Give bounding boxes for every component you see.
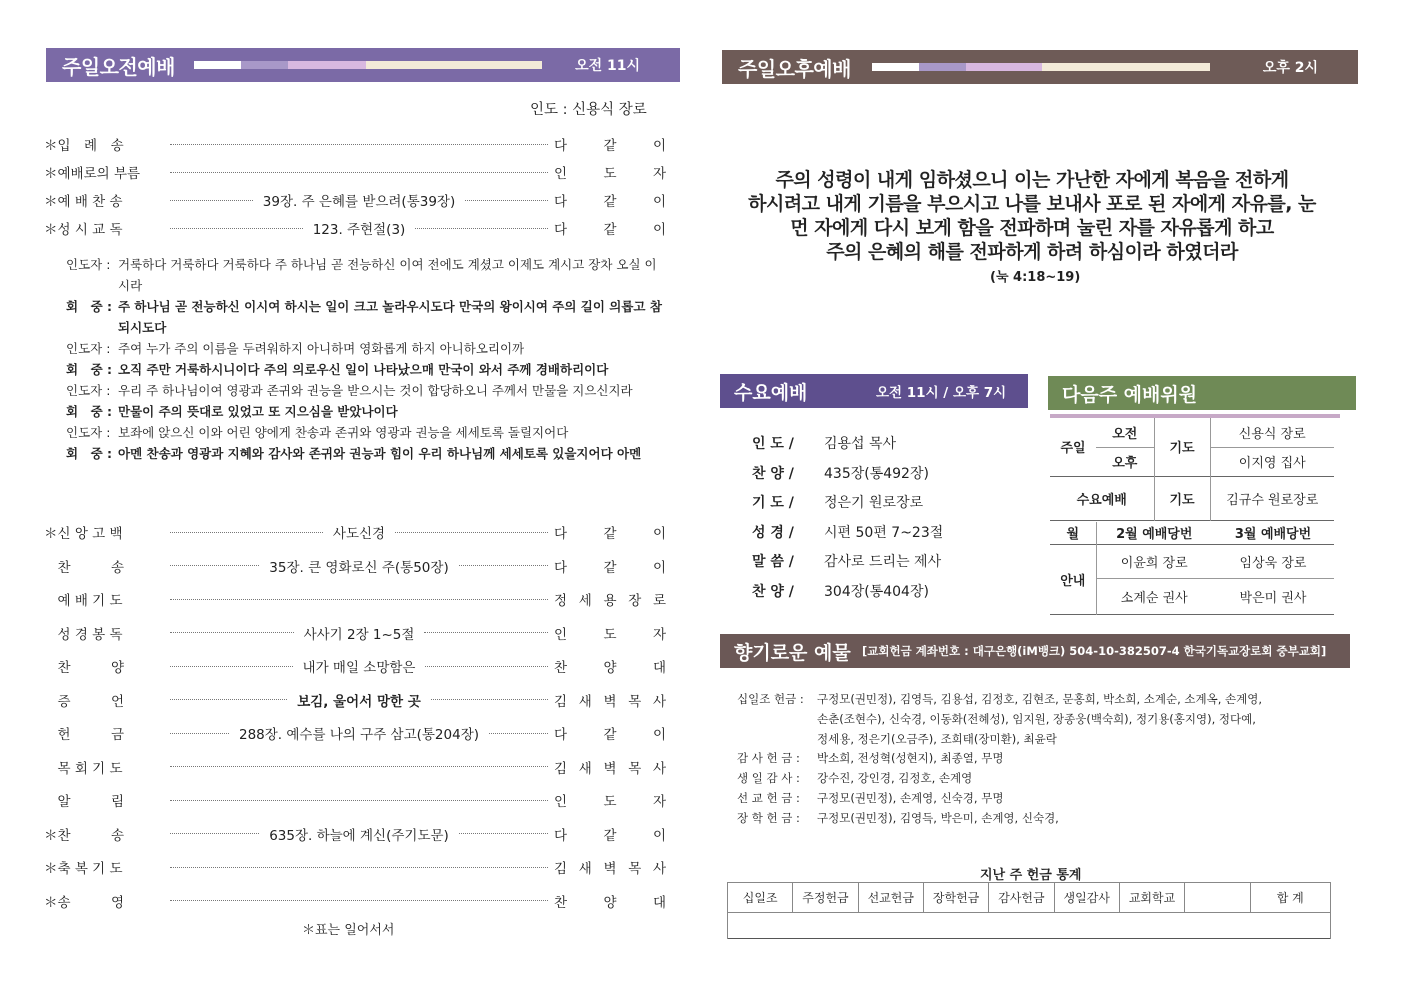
responsive-speaker: 인도자 : — [66, 341, 111, 356]
order-item-detail: 39장. 주 은혜를 받으려(통39장) — [262, 194, 456, 210]
leader-char: 사 — [652, 760, 666, 777]
order-item-name: 성 경 봉 독 — [44, 626, 123, 643]
order-item-leader — [554, 757, 666, 777]
leader-char: 사 — [652, 861, 666, 877]
responsive-text: 오직 주만 거룩하시니이다 주의 의로우신 일이 나타났으매 만국이 와서 주께 경배하리이다 — [118, 362, 609, 377]
order-item-leader — [554, 623, 666, 643]
leader-dots — [170, 565, 259, 566]
leader-dots — [431, 699, 548, 700]
feb-guide-1: 이윤희 장로 — [1096, 544, 1212, 578]
responsive-text: 만물이 주의 뜻대로 있었고 또 지으심을 받았나이다 — [118, 404, 398, 419]
order-item-name: 찬 양 — [44, 660, 125, 676]
order-item-name: ＊송 영 — [44, 894, 125, 911]
order-item-name: 목 회 기 도 — [44, 760, 123, 777]
leader-dots — [170, 532, 323, 533]
next-week-header — [1048, 376, 1356, 410]
leader-char: 벽 — [603, 861, 617, 877]
order-item — [44, 757, 666, 777]
stats-header-cell: 십일조 — [728, 883, 793, 913]
am-service-time: 오전 11시 — [575, 58, 640, 74]
leader-char: 이 — [652, 827, 666, 844]
wednesday-row-label: 기 도 / — [752, 495, 794, 511]
offering-line-names: 정세용, 정은기(오금주), 조희태(장미환), 최윤락 — [817, 731, 1057, 746]
offering-line-label: 장 학 헌 금 : — [737, 810, 800, 825]
verse-line: 주의 은혜의 해를 전파하게 하려 하심이라 하였더라 — [826, 241, 1238, 263]
leader-char: 벽 — [603, 760, 617, 777]
scripture-verse — [732, 168, 1332, 264]
leader-char: 사 — [652, 693, 666, 710]
leader-char: 새 — [578, 760, 592, 777]
offering-line-label: 감 사 헌 금 : — [737, 751, 800, 766]
offering-line-names: 박소희, 전성혁(성현지), 최종열, 무명 — [817, 751, 1004, 766]
leader-dots — [170, 833, 259, 834]
leader-dots — [170, 228, 303, 229]
leader-dots — [170, 200, 253, 201]
order-item-name: ＊축 복 기 도 — [44, 861, 123, 877]
offering-title: 향기로운 예물 — [734, 641, 851, 664]
offering-line-label — [737, 731, 817, 747]
leader-dots — [170, 632, 294, 633]
order-item-leader — [554, 656, 666, 676]
wed-prayer-name: 김규수 원로장로 — [1226, 492, 1319, 508]
offering-line-label: 선 교 헌 금 : — [737, 791, 800, 805]
wednesday-row-label: 인 도 / — [752, 436, 794, 452]
verse-reference: (눅 4:18~19) — [990, 270, 1081, 285]
leader-dots — [170, 766, 548, 767]
order-item-leader — [554, 162, 666, 182]
wed-prayer-label: 기도 — [1154, 476, 1210, 520]
leader-dots — [415, 228, 548, 229]
leader-char: 찬 — [554, 894, 568, 911]
wednesday-row-label: 찬 양 / — [752, 465, 794, 482]
next-week-title: 다음주 예배위원 — [1062, 383, 1198, 406]
offering-line-names: 구정모(권민정), 손계영, 신숙경, 무명 — [817, 791, 1004, 805]
leader-char: 양 — [603, 660, 617, 676]
am-service-title: 주일오전예배 — [62, 54, 175, 79]
wednesday-row — [752, 581, 929, 601]
stats-title: 지난 주 헌금 통계 — [980, 868, 1082, 883]
leader-char: 새 — [578, 693, 592, 710]
order-item — [44, 891, 666, 911]
stats-value-row — [728, 913, 1331, 939]
leader-char: 이 — [652, 727, 666, 743]
order-item-name: 알 림 — [44, 794, 125, 810]
leader-char: 다 — [554, 194, 568, 210]
am-service-header — [46, 48, 680, 82]
leader-char: 이 — [652, 194, 666, 210]
stats-header-cell: 감사헌금 — [989, 883, 1054, 913]
leader-char: 대 — [652, 660, 666, 676]
leader-char: 같 — [603, 138, 617, 154]
order-item — [44, 723, 666, 743]
offering-line-label: 십일조 헌금 : — [737, 692, 804, 706]
order-item — [44, 857, 666, 877]
leader-dots — [424, 632, 548, 633]
order-item-name: ＊찬 송 — [44, 827, 125, 844]
responsive-text: 보좌에 앉으신 이와 어린 양에게 찬송과 존귀와 영광과 권능을 세세토록 돌릴지어다 — [118, 425, 569, 440]
order-item — [44, 790, 666, 810]
leader-dots — [170, 666, 293, 667]
wednesday-row — [752, 522, 943, 542]
order-item — [44, 656, 666, 676]
order-item-name: ＊입 례 송 — [44, 138, 124, 154]
leader-char: 자 — [652, 794, 666, 810]
responsive-text: 우리 주 하나님이여 영광과 존귀와 권능을 받으시는 것이 합당하오니 주께서 만물을 지으신지라 — [118, 383, 633, 398]
leader-char: 자 — [652, 166, 666, 182]
wednesday-label: 수요예배 — [1076, 492, 1127, 508]
responsive-line — [66, 401, 666, 422]
order-item-detail: 사도신경 — [332, 526, 386, 542]
leader-char: 다 — [554, 222, 568, 238]
leader-char: 김 — [554, 693, 568, 710]
order-item-detail: 35장. 큰 영화로신 주(통50장) — [269, 559, 449, 576]
leader-char: 김 — [554, 861, 568, 877]
wednesday-row-value: 감사로 드리는 제사 — [824, 554, 942, 570]
leader-char: 이 — [652, 138, 666, 154]
leader-char: 양 — [603, 894, 617, 911]
leader-char: 인 — [554, 794, 568, 810]
offering-line-names: 강수진, 강인경, 김정호, 손계영 — [817, 771, 973, 786]
am-leader: 인도 : 신용식 장로 — [530, 102, 647, 118]
offering-line — [737, 711, 1256, 727]
responsive-speaker: 회 중 : — [66, 299, 113, 314]
offering-line — [737, 810, 1059, 826]
offering-header — [720, 634, 1350, 668]
leader-char: 다 — [554, 559, 568, 576]
wednesday-row-value: 304장(통404장) — [824, 583, 929, 600]
offering-line-names: 구정모(권민정), 김영득, 김용섭, 김정호, 김현조, 문홍희, 박소희, 소계순, 소계옥, 손계영, — [817, 692, 1263, 706]
pm-label: 오후 — [1112, 456, 1138, 471]
leader-dots — [170, 599, 548, 600]
order-item — [44, 190, 666, 210]
stats-header-cell: 선교헌금 — [858, 883, 923, 913]
leader-char: 같 — [603, 222, 617, 238]
leader-char: 다 — [554, 827, 568, 844]
verse-line: 먼 자에게 다시 보게 함을 전파하며 눌린 자를 자유롭게 하고 — [790, 217, 1274, 239]
wednesday-header — [720, 374, 1028, 408]
mar-duty-header: 3월 예배당번 — [1234, 527, 1312, 543]
decorative-strip — [194, 61, 542, 69]
order-item — [44, 134, 666, 154]
responsive-text: 아멘 찬송과 영광과 지혜와 감사와 존귀와 권능과 힘이 우리 하나님께 세세토록 있을지어다 아멘 — [118, 446, 642, 461]
order-item-detail: 내가 매일 소망함은 — [302, 660, 416, 676]
order-item-leader — [554, 857, 666, 877]
responsive-text: 거룩하다 거룩하다 거룩하다 주 하나님 곧 전능하신 이여 전에도 계셨고 이제도 계시고 장차 오실 이시라 — [118, 257, 657, 293]
pm-service-header — [722, 50, 1358, 84]
leader-dots — [170, 172, 548, 173]
leader-dots — [395, 532, 548, 533]
responsive-speaker: 인도자 : — [66, 383, 111, 398]
leader-char: 도 — [603, 794, 617, 810]
order-item-leader — [554, 790, 666, 810]
wednesday-row-value: 김용섭 목사 — [824, 436, 897, 452]
order-item-detail: 보김, 울어서 망한 곳 — [297, 693, 421, 710]
order-item-name: 헌 금 — [44, 727, 125, 743]
leader-char: 목 — [628, 861, 642, 877]
standing-footnote: ＊표는 일어서서 — [302, 923, 395, 938]
offering-line — [737, 750, 1003, 766]
stats-header-cell: 주정헌금 — [793, 883, 858, 913]
stats-header-cell: 장학헌금 — [923, 883, 988, 913]
decorative-strip — [872, 63, 1210, 71]
leader-char: 찬 — [554, 660, 568, 676]
offering-line-label: 생 일 감 사 : — [737, 771, 800, 786]
leader-char: 같 — [603, 727, 617, 743]
leader-char: 도 — [603, 166, 617, 182]
offering-line — [737, 770, 972, 786]
leader-dots — [459, 833, 548, 834]
order-item — [44, 623, 666, 643]
responsive-line — [66, 296, 666, 338]
offering-line — [737, 790, 1003, 806]
responsive-speaker: 회 중 : — [66, 446, 113, 461]
offering-stats-table — [727, 882, 1331, 939]
mar-guide-2: 박은미 권사 — [1239, 590, 1307, 606]
leader-dots — [459, 565, 548, 566]
order-item-leader — [554, 218, 666, 238]
leader-char: 다 — [554, 526, 568, 542]
leader-char: 이 — [652, 526, 666, 542]
leader-char: 새 — [578, 861, 592, 877]
responsive-line — [66, 359, 666, 380]
sunday-label: 주일 — [1060, 441, 1086, 457]
leader-char: 세 — [578, 593, 592, 609]
leader-dots — [425, 666, 548, 667]
leader-char: 같 — [603, 526, 617, 542]
order-item-detail: 635장. 하늘에 계신(주기도문) — [269, 827, 449, 844]
pm-prayer-name: 이지영 집사 — [1238, 456, 1306, 471]
leader-dots — [170, 900, 548, 901]
order-item-leader — [554, 723, 666, 743]
leader-char: 김 — [554, 760, 568, 777]
leader-char: 도 — [603, 626, 617, 643]
responsive-text: 주여 누가 주의 이름을 두려워하지 아니하며 영화롭게 하지 아니하오리이까 — [118, 341, 525, 356]
offering-line — [737, 691, 1262, 707]
am-label: 오전 — [1096, 418, 1154, 447]
order-item-leader — [554, 589, 666, 609]
responsive-speaker: 인도자 : — [66, 425, 111, 440]
leader-char: 목 — [628, 760, 642, 777]
leader-char: 같 — [603, 194, 617, 210]
leader-dots — [465, 200, 548, 201]
wednesday-row-value: 시편 50편 7~23절 — [824, 524, 944, 541]
order-item — [44, 556, 666, 576]
next-week-table — [1050, 418, 1334, 521]
responsive-line — [66, 254, 666, 296]
order-item-leader — [554, 522, 666, 542]
order-item-name: ＊신 앙 고 백 — [44, 526, 123, 542]
order-item — [44, 589, 666, 609]
order-item-leader — [554, 690, 666, 710]
leader-char: 이 — [652, 222, 666, 238]
guide-label: 안내 — [1060, 573, 1086, 589]
order-item-name: 증 언 — [44, 693, 125, 710]
wednesday-title: 수요예배 — [734, 381, 808, 404]
leader-char: 장 — [628, 593, 642, 609]
leader-dots — [170, 800, 548, 801]
leader-char: 목 — [628, 693, 642, 710]
order-item-detail: 123. 주현절(3) — [312, 222, 406, 238]
leader-char: 벽 — [603, 693, 617, 710]
leader-dots — [170, 699, 287, 700]
wednesday-row-label: 말 씀 / — [752, 554, 794, 570]
order-item-detail: 288장. 예수를 나의 구주 삼고(통204장) — [238, 727, 480, 743]
order-item-leader — [554, 824, 666, 844]
leader-dots — [170, 144, 548, 145]
leader-char: 용 — [603, 593, 617, 609]
wednesday-row — [752, 463, 929, 483]
leader-char: 같 — [603, 827, 617, 844]
mar-guide-1: 임상욱 장로 — [1239, 555, 1307, 571]
wednesday-time: 오전 11시 / 오후 7시 — [876, 385, 1007, 401]
responsive-text: 주 하나님 곧 전능하신 이시여 하시는 일이 크고 놀라우시도다 만국의 왕이시여 주의 길이 의롭고 참되시도다 — [118, 299, 662, 335]
stats-header-cell — [1185, 883, 1250, 913]
leader-char: 다 — [554, 727, 568, 743]
responsive-line — [66, 443, 666, 464]
order-item-leader — [554, 190, 666, 210]
responsive-line — [66, 380, 666, 401]
prayer-label: 기도 — [1154, 418, 1210, 476]
leader-char: 로 — [652, 593, 666, 609]
leader-char: 자 — [652, 626, 666, 643]
leader-char: 대 — [652, 894, 666, 911]
order-item-leader — [554, 556, 666, 576]
pm-service-time: 오후 2시 — [1262, 60, 1318, 76]
offering-line-label — [737, 711, 817, 727]
feb-guide-2: 소계순 권사 — [1096, 578, 1212, 614]
order-item — [44, 690, 666, 710]
responsive-speaker: 인도자 : — [66, 257, 111, 272]
order-item — [44, 522, 666, 542]
bank-account: [교회헌금 계좌번호 : 대구은행(iM뱅크) 504-10-382507-4 한국기독교장로회 중부교회] — [862, 644, 1327, 658]
leader-char: 인 — [554, 626, 568, 643]
offering-line-names: 손춘(조현수), 신숙경, 이동화(전혜성), 임지원, 장종웅(백숙희), 정기용(홍지영), 정다예, — [817, 711, 1256, 726]
leader-char: 정 — [554, 593, 568, 609]
order-item-name: 찬 송 — [44, 559, 125, 576]
responsive-reading — [66, 254, 666, 464]
wednesday-row-value: 435장(통492장) — [824, 465, 929, 482]
order-item-name: 예 배 기 도 — [44, 593, 123, 609]
stats-header-cell: 합 계 — [1250, 883, 1331, 913]
verse-line: 주의 성령이 내게 임하셨으니 이는 가난한 자에게 복음을 전하게 — [775, 169, 1289, 191]
leader-char: 인 — [554, 166, 568, 182]
responsive-speaker: 회 중 : — [66, 404, 113, 419]
order-item-name: ＊예배로의 부름 — [44, 166, 141, 182]
order-item-detail: 사사기 2장 1~5절 — [303, 626, 415, 643]
am-prayer-name: 신용식 장로 — [1210, 418, 1334, 447]
order-item-leader — [554, 891, 666, 911]
leader-dots — [170, 867, 548, 868]
pm-service-title: 주일오후예배 — [738, 56, 851, 81]
responsive-speaker: 회 중 : — [66, 362, 113, 377]
wednesday-row — [752, 551, 941, 571]
leader-char: 다 — [554, 138, 568, 154]
wednesday-row-label: 성 경 / — [752, 524, 794, 541]
leader-char: 같 — [603, 559, 617, 576]
order-item — [44, 824, 666, 844]
stats-header-cell: 교회학교 — [1119, 883, 1184, 913]
wednesday-row-value: 정은기 원로장로 — [824, 495, 924, 511]
order-item-name: ＊성 시 교 독 — [44, 222, 123, 238]
leader-dots — [489, 733, 548, 734]
leader-dots — [170, 733, 229, 734]
responsive-line — [66, 338, 666, 359]
wednesday-row — [752, 492, 923, 512]
verse-line: 하시려고 내게 기름을 부으시고 나를 보내사 포로 된 자에게 자유를, 눈 — [748, 193, 1316, 215]
responsive-line — [66, 422, 666, 443]
order-item-leader — [554, 134, 666, 154]
order-item — [44, 162, 666, 182]
duty-table — [1050, 522, 1334, 615]
wednesday-row-label: 찬 양 / — [752, 583, 794, 600]
offering-line-names: 구정모(권민정), 김영득, 박은미, 손계영, 신숙경, — [817, 810, 1059, 825]
order-item — [44, 218, 666, 238]
feb-duty-header: 2월 예배당번 — [1096, 522, 1212, 544]
leader-char: 이 — [652, 559, 666, 576]
offering-line — [737, 731, 1057, 747]
wednesday-row — [752, 433, 896, 453]
order-item-name: ＊예 배 찬 송 — [44, 194, 123, 210]
stats-header-cell: 생일감사 — [1054, 883, 1119, 913]
month-label: 월 — [1066, 527, 1080, 543]
